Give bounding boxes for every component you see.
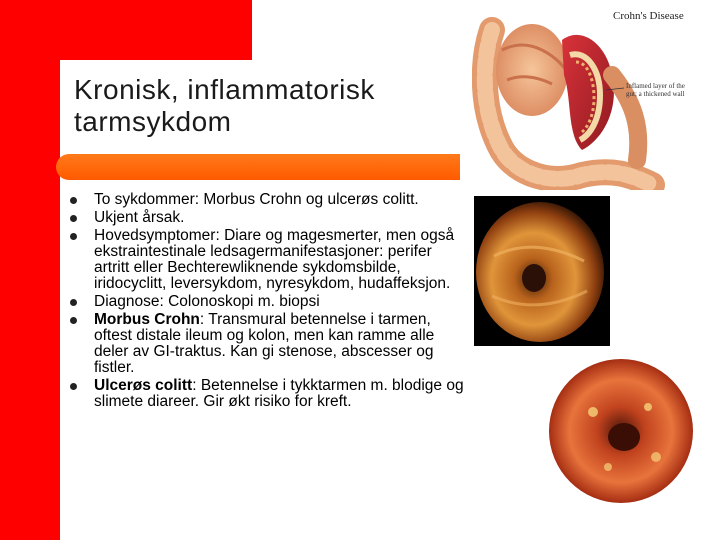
bullet-dot-icon [70,233,77,240]
bullet-item [68,378,468,410]
bullet-list [68,192,468,412]
bullet-item [68,192,468,208]
orange-divider [56,154,460,180]
bullet-text: Ukjent årsak. [94,209,185,226]
bullet-item [68,312,468,376]
figure-annotation: Inflamed layer of the gut; a thickened wall [626,82,685,98]
title-line-1: Kronisk, inflammatorisk [74,74,375,105]
bullet-item [68,294,468,310]
bullet-text: To sykdommer: Morbus Crohn og ulcerøs colitt. [94,191,419,208]
figure-title: Crohn's Disease [613,10,684,22]
bullet-dot-icon [70,317,77,324]
bullet-bold-term: Ulcerøs colitt [94,377,193,394]
bullet-dot-icon [70,215,77,222]
bullet-text: Hovedsymptomer: Diare og magesmerter, men også ekstraintestinale ledsagermanifestasjoner: perifer artritt eller Bechterewliknende sykdomsbilde, iridocyclitt, leversykdom, nyresykdom, hudaffeksjon. [94,227,455,292]
top-red-block [60,0,252,60]
bullet-dot-icon [70,197,77,204]
bullet-bold-term: Morbus Crohn [94,311,200,328]
endoscopy-image-2 [548,357,694,505]
endoscopy-image-1 [474,196,610,346]
bullet-dot-icon [70,299,77,306]
bullet-text: Diagnose: Colonoskopi m. biopsi [94,293,320,310]
bullet-text: : Betennelse i tykktarmen m. blodige og slimete diareer. Gir økt risiko for kreft. [94,377,464,410]
left-red-bar [0,0,60,540]
bullet-item [68,210,468,226]
bullet-item [68,228,468,292]
bullet-text: : Transmural betennelse i tarmen, oftest distale ileum og kolon, men kan ramme alle deler av GI-traktus. Kan gi stenose, abscesser og fistler. [94,311,435,376]
title-line-2: tarmsykdom [74,106,232,137]
bullet-dot-icon [70,383,77,390]
slide-title [74,74,474,138]
